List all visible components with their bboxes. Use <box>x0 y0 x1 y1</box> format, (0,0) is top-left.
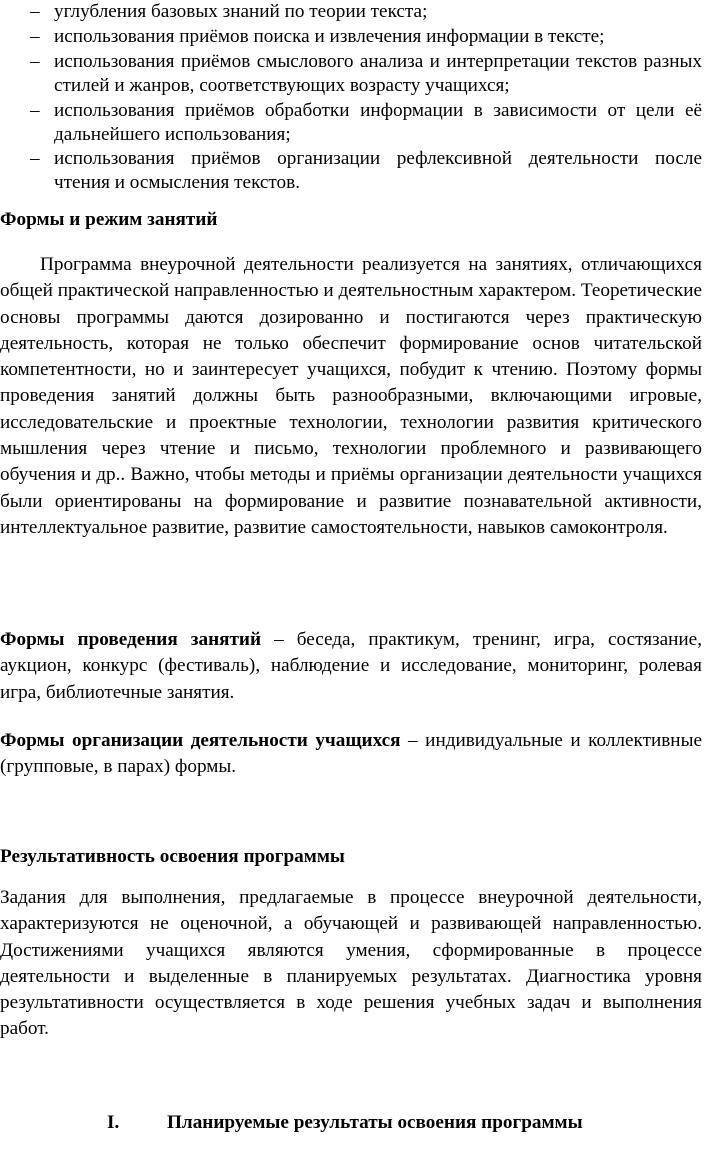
dash-marker: – <box>30 148 40 169</box>
forms-mode-heading: Формы и режим занятий <box>0 209 218 230</box>
list-item <box>0 25 704 49</box>
forms-conduct-term: Формы проведения занятий <box>0 629 262 650</box>
forms-conduct-text: – беседа, практикум, тренинг, игра, состязание, аукцион, конкурс (фестиваль), наблюдение и исследование, мониторинг, ролевая игра, библиотечные занятия. <box>0 629 702 703</box>
list-item-text: использования приёмов организации рефлексивной деятельности после чтения и осмысления текстов. <box>54 148 702 193</box>
dash-marker: – <box>30 100 40 121</box>
list-item <box>0 147 704 195</box>
results-paragraph: Задания для выполнения, предлагаемые в процессе внеурочной деятельности, характеризуются не оценочной, а обучающей и развивающей направленностью. Достижениями учащихся являются умения, сформированные в процессе деятельности и выделенные в планируемых результатах. Диагностика уровня результативности осуществляется в ходе решения учебных задач и выполнения работ. <box>0 887 702 1040</box>
list-item-text: использования приёмов обработки информации в зависимости от цели её дальнейшего использования; <box>54 100 702 145</box>
list-item-text: углубления базовых знаний по теории текста; <box>54 1 428 22</box>
dash-marker: – <box>30 1 40 22</box>
dash-marker: – <box>30 51 40 72</box>
forms-org-term: Формы организации деятельности учащихся <box>0 730 401 751</box>
list-item <box>0 50 704 98</box>
forms-org-paragraph <box>0 728 702 781</box>
list-item <box>0 0 704 24</box>
section-title-text: Планируемые результаты освоения программы <box>167 1112 583 1133</box>
skills-list-5 <box>0 147 704 195</box>
skills-list-2 <box>0 25 704 49</box>
section-number: I. <box>107 1112 120 1133</box>
forms-org-text: – индивидуальные и коллективные (групповые, в парах) формы. <box>0 730 702 778</box>
forms-conduct-paragraph <box>0 627 702 706</box>
results-heading: Результативность освоения программы <box>0 846 345 867</box>
list-item-text: использования приёмов смыслового анализа и интерпретации текстов разных стилей и жанров, соответствующих возрасту учащихся; <box>54 51 702 96</box>
list-item <box>0 99 704 147</box>
skills-list-3 <box>0 50 704 98</box>
dash-marker: – <box>30 26 40 47</box>
forms-mode-paragraph: Программа внеурочной деятельности реализуется на занятиях, отличающихся общей практической направленностью и деятельностным характером. Теоретические основы программы даются дозированно и постигаются через практическую деятельность, которая не только обеспечит формирование основ читательской компетентности, но и заинтересует учащихся, побудит к чтению. Поэтому формы проведения занятий должны быть разнообразными, включающими игровые, исследовательские и проектные технологии, технологии развития критического мышления через чтение и письмо, технологии проблемного и развивающего обучения и др.. Важно, чтобы методы и приёмы организации деятельности учащихся были ориентированы на формирование и развитие познавательной активности, интеллектуальное развитие, развитие самостоятельности, навыков самоконтроля. <box>0 254 702 538</box>
skills-list-4 <box>0 99 704 147</box>
list-item-text: использования приёмов поиска и извлечения информации в тексте; <box>54 26 605 47</box>
